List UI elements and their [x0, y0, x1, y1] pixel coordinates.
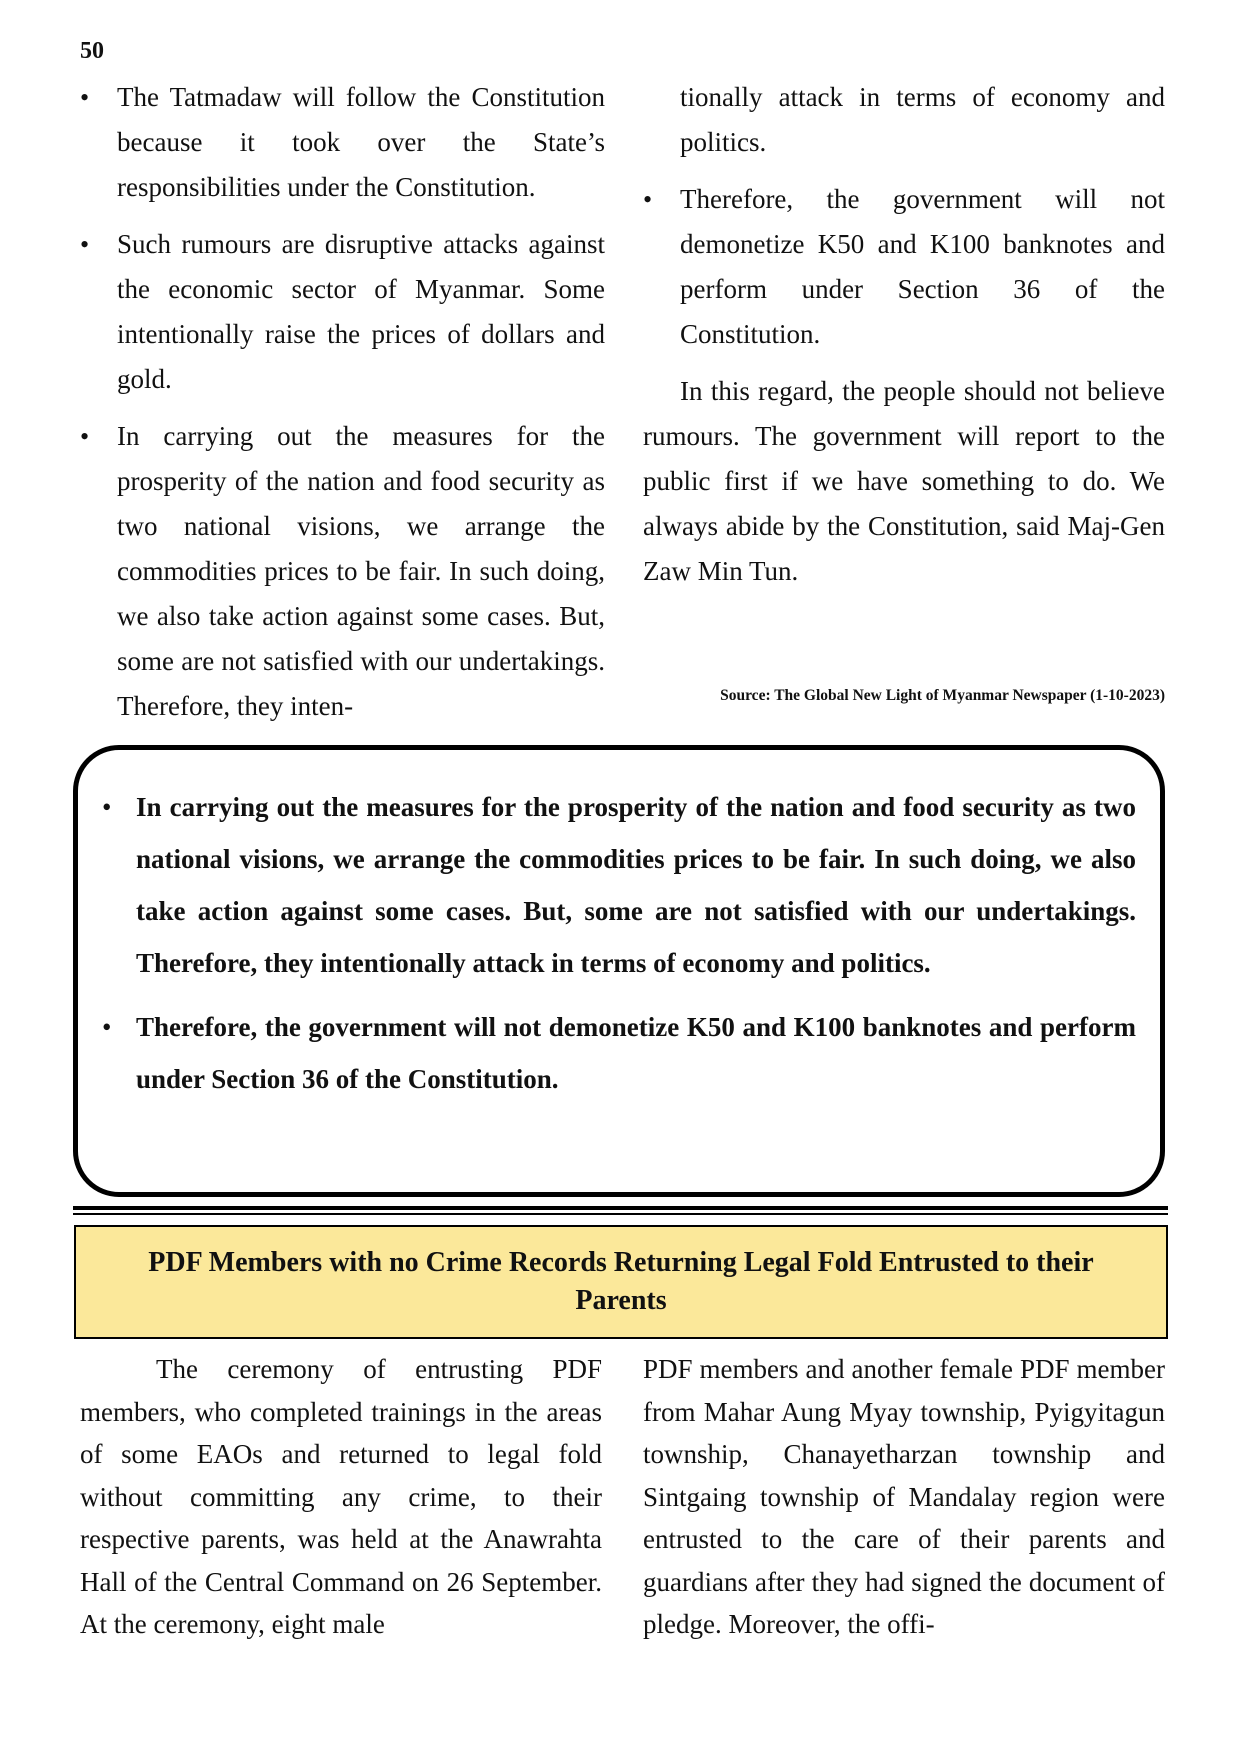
divider-rule-thin	[73, 1213, 1168, 1215]
source-citation: Source: The Global New Light of Myanmar Newspaper (1-10-2023)	[720, 687, 1165, 704]
bullet-item: • Such rumours are disruptive attacks against the economic sector of Myanmar. Some intentionally raise the prices of dollars and gold.	[80, 222, 605, 402]
bullet-item: • In carrying out the measures for the prosperity of the nation and food security as two national visions, we arrange the commodities prices to be fair. In such doing, we also take action against some cases. But, some are not satisfied with our undertakings. Therefore, they inten-	[80, 414, 605, 729]
highlight-bullet-item: • In carrying out the measures for the prosperity of the nation and food security as two national visions, we arrange the commodities prices to be fair. In such doing, we also take action against some cases. But, some are not satisfied with our undertakings. Therefore, they intentionally attack in terms of economy and politics.	[136, 781, 1136, 989]
section-title: PDF Members with no Crime Records Returning Legal Fold Entrusted to their Parents	[74, 1225, 1168, 1339]
highlight-box	[73, 745, 1165, 1197]
bullet-item: • The Tatmadaw will follow the Constitution because it took over the State’s responsibilities under the Constitution.	[80, 75, 605, 210]
highlight-bullet-item: • Therefore, the government will not demonetize K50 and K100 banknotes and perform under Section 36 of the Constitution.	[136, 1001, 1136, 1105]
right-column	[643, 75, 1165, 594]
left-column	[80, 75, 605, 741]
page-number: 50	[80, 38, 104, 64]
divider-rule	[73, 1206, 1168, 1210]
left-bullet-list	[80, 75, 605, 729]
closing-paragraph: In this regard, the people should not believe rumours. The government will report to the public first if we have something to do. We always abide by the Constitution, said Maj-Gen Zaw Min Tun.	[643, 376, 1165, 586]
article-left-column	[80, 1348, 602, 1646]
bullet-item: • Therefore, the government will not demonetize K50 and K100 banknotes and perform under Section 36 of the Constitution.	[643, 177, 1165, 357]
article-paragraph: The ceremony of entrusting PDF members, who completed trainings in the areas of some EAOs and returned to legal fold without committing any crime, to their respective parents, was held at the Anawrahta Hall of the Central Command on 26 September. At the ceremony, eight male	[80, 1354, 602, 1639]
article-right-column	[643, 1348, 1165, 1646]
bullet-continuation: tionally attack in terms of economy and politics.	[680, 82, 1165, 157]
highlight-bullet-list	[78, 750, 1160, 1105]
article-paragraph-continued: PDF members and another female PDF member from Mahar Aung Myay township, Pyigyitagun township, Chanayetharzan township and Sintgaing township of Mandalay region were entrusted to the care of their parents and guardians after they had signed the document of pledge. Moreover, the offi-	[643, 1354, 1165, 1639]
right-bullet-list	[643, 177, 1165, 357]
